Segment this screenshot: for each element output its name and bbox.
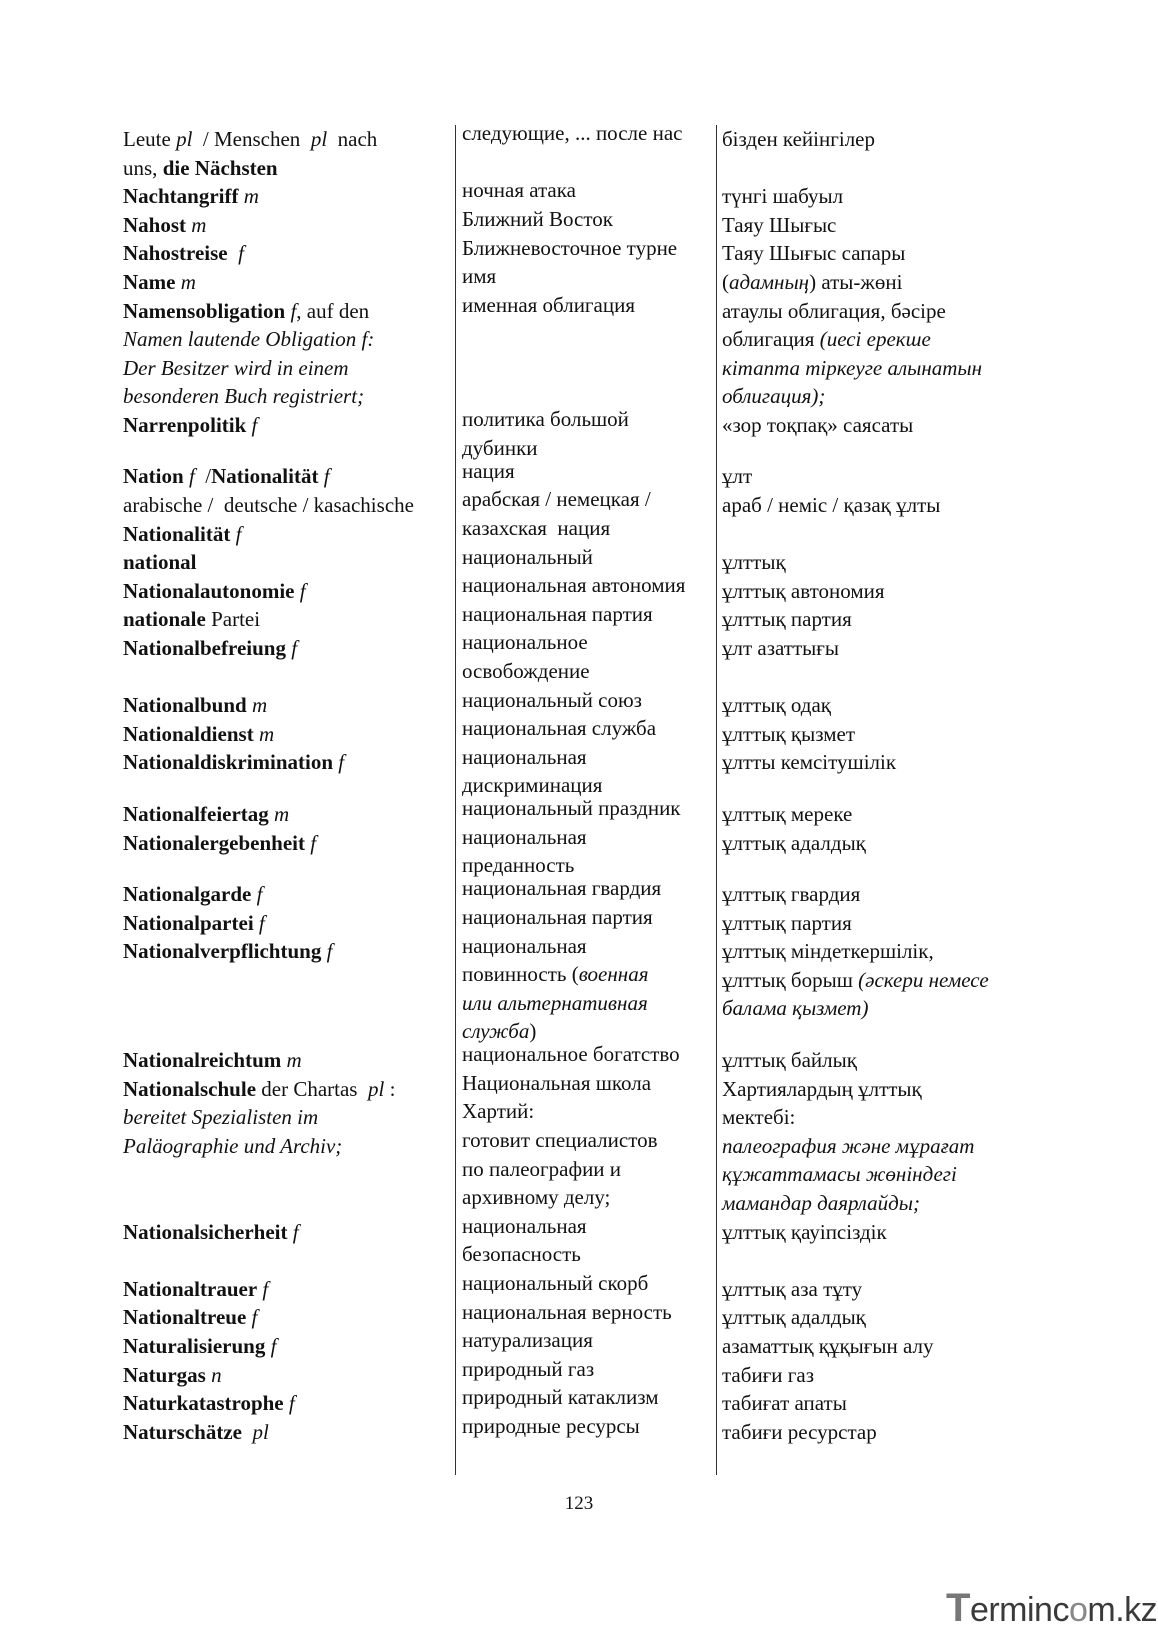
russian-translation-text: национальная верность — [462, 1299, 672, 1324]
german-entry-text: pl — [241, 1419, 269, 1444]
german-entry-text: Naturkatastrophe — [123, 1391, 284, 1416]
german-entry-text: Nationalbefreiung — [123, 636, 286, 661]
german-entry-line — [123, 462, 330, 491]
kazakh-translation-text: ұлттық адалдық — [722, 1305, 866, 1330]
magnifier-icon: o — [1068, 1591, 1088, 1629]
german-entry-line — [123, 154, 278, 183]
german-entry-line — [123, 1103, 318, 1132]
kazakh-translation-line — [722, 748, 896, 777]
russian-translation-text: природные ресурсы — [462, 1414, 640, 1438]
russian-translation-text: природный катаклизм — [462, 1385, 659, 1410]
german-entry-text: Nationalergebenheit — [123, 830, 305, 855]
russian-translation-text: национальный скорб — [462, 1271, 649, 1295]
russian-translation-text: дубинки — [462, 435, 538, 460]
german-entry-text: f — [246, 1305, 258, 1330]
german-entry-line — [123, 1075, 395, 1104]
kazakh-translation-text: кітапта тіркеуге алынатын — [722, 355, 983, 380]
russian-translation-line — [462, 1355, 594, 1384]
german-entry-text: Nationaltrauer — [123, 1276, 258, 1301]
german-entry-line — [123, 491, 414, 520]
russian-translation-text: ночная атака — [462, 178, 576, 203]
russian-translation-line — [462, 1240, 581, 1269]
kazakh-translation-line — [722, 1132, 974, 1161]
german-entry-text: m — [175, 270, 196, 294]
russian-translation-text: военная — [578, 962, 649, 987]
german-entry-line — [123, 1389, 295, 1418]
kazakh-translation-text: мамандар даярлайды; — [722, 1190, 920, 1215]
german-entry-text: m — [281, 1047, 302, 1072]
german-entry-line — [123, 800, 289, 829]
german-entry-text: f — [257, 1276, 269, 1301]
german-entry-text: Nationalpartei — [123, 910, 254, 935]
russian-translation-text: национальная — [462, 824, 587, 849]
russian-translation-text: по палеографии и — [462, 1156, 622, 1181]
german-entry-text: Nationalverpflichtung — [123, 939, 322, 964]
german-entry-text: Nationaltreue — [123, 1305, 247, 1330]
german-entry-text: f — [318, 464, 330, 489]
kazakh-translation-line — [722, 720, 855, 749]
german-entry-text: Nahost — [123, 212, 187, 237]
russian-translation-text: имя — [462, 264, 497, 289]
russian-translation-line — [462, 960, 648, 989]
kazakh-translation-text: Хартиялардың ұлттық — [722, 1076, 922, 1101]
german-entry-text: Nationalautonomie — [123, 578, 295, 603]
russian-translation-line — [462, 1269, 648, 1298]
russian-translation-line — [462, 1412, 640, 1441]
kazakh-translation-text: ұлттық байлық — [722, 1047, 857, 1072]
russian-translation-line — [462, 628, 588, 657]
german-entry-text: Naturgas — [123, 1362, 206, 1387]
russian-translation-text: натурализация — [462, 1328, 593, 1353]
german-entry-text: m — [268, 801, 290, 826]
kazakh-translation-text: ұлттық мереке — [722, 801, 853, 826]
russian-translation-line — [462, 543, 593, 572]
kazakh-translation-text: ұлт азаттығы — [722, 636, 839, 661]
kazakh-translation-text: табиғат апаты — [722, 1391, 847, 1416]
german-entry-line — [123, 1275, 268, 1304]
german-entry-text: f — [253, 910, 265, 935]
german-entry-text: f — [265, 1333, 277, 1358]
german-entry-text: Nationalität — [123, 521, 231, 546]
german-entry-line — [123, 1218, 299, 1247]
russian-translation-line — [462, 405, 629, 434]
german-entry-line — [123, 1132, 342, 1161]
russian-translation-text: дискриминация — [462, 773, 603, 798]
german-entry-text: nach — [327, 127, 378, 151]
kazakh-translation-line — [722, 1303, 866, 1332]
german-entry-line — [123, 268, 196, 297]
kazakh-translation-line — [722, 1075, 922, 1104]
kazakh-translation-text: ұлттық аза тұту — [722, 1276, 863, 1301]
german-column — [123, 125, 453, 1475]
german-entry-text: f — [283, 1391, 295, 1416]
german-entry-line — [123, 829, 316, 858]
kazakh-translation-line — [722, 1103, 795, 1132]
kazakh-translation-text: бізден кейінгілер — [722, 127, 875, 151]
german-entry-line — [123, 634, 297, 663]
kazakh-column — [722, 125, 1052, 1475]
kazakh-translation-text: ұлтты кемсітушілік — [722, 750, 897, 775]
kazakh-translation-line — [722, 1218, 887, 1247]
kazakh-translation-text: ұлттық партия — [722, 910, 852, 935]
kazakh-translation-line — [722, 577, 885, 606]
russian-translation-text: национальное — [462, 630, 588, 655]
german-entry-text: f — [227, 241, 244, 266]
russian-translation-line — [462, 1126, 658, 1155]
kazakh-translation-line — [722, 1389, 847, 1418]
site-watermark-logo — [946, 1586, 1158, 1630]
german-entry-text: Namensobligation — [123, 298, 286, 323]
russian-translation-line — [462, 743, 587, 772]
kazakh-translation-line — [722, 548, 786, 577]
kazakh-translation-line — [722, 462, 752, 491]
russian-translation-line — [462, 234, 677, 263]
german-entry-text: f — [294, 578, 306, 603]
german-entry-line — [123, 411, 257, 440]
german-entry-line — [123, 1361, 222, 1390]
kazakh-translation-text: (иесі ерекше — [819, 327, 931, 352]
kazakh-translation-text: азаматтық құқығын алу — [722, 1333, 934, 1358]
german-entry-text: m — [186, 212, 207, 237]
russian-translation-line — [462, 600, 653, 629]
german-entry-text: f — [183, 464, 201, 489]
kazakh-translation-text: облигация); — [722, 384, 826, 409]
kazakh-translation-text: мектебі: — [722, 1105, 796, 1130]
german-entry-text: uns, — [123, 155, 163, 180]
german-entry-text: Namen lautende Obligation f: — [123, 327, 375, 352]
german-entry-text: Nationaldiskrimination — [123, 750, 334, 775]
russian-translation-text: национальная — [462, 933, 587, 958]
russian-translation-line — [462, 989, 648, 1018]
german-entry-text: Nation — [123, 464, 184, 489]
kazakh-translation-line — [722, 325, 931, 354]
german-entry-line — [123, 182, 259, 211]
russian-translation-text: повинность ( — [462, 962, 579, 987]
german-entry-text: f — [287, 1219, 299, 1244]
russian-translation-text: именная облигация — [462, 292, 636, 317]
kazakh-translation-line — [722, 1046, 857, 1075]
russian-translation-line — [462, 1069, 651, 1098]
russian-translation-text: национальная партия — [462, 601, 653, 626]
russian-translation-text: национальная — [462, 744, 587, 769]
german-entry-text: f — [251, 882, 263, 907]
kazakh-translation-text: адамның — [729, 270, 810, 294]
kazakh-translation-line — [722, 1361, 814, 1390]
russian-translation-line — [462, 1040, 680, 1069]
german-entry-line — [123, 1303, 257, 1332]
german-entry-text: nationale — [123, 607, 206, 632]
german-entry-line — [123, 325, 374, 354]
russian-translation-text: служба — [462, 1019, 530, 1044]
kazakh-translation-text: облигация — [722, 327, 820, 352]
german-entry-text: Nationalgarde — [123, 882, 252, 907]
german-entry-text: / — [200, 464, 212, 489]
kazakh-translation-text: араб / неміс / қазақ ұлты — [722, 493, 941, 518]
kazakh-translation-line — [722, 909, 852, 938]
russian-translation-text: национальная партия — [462, 904, 653, 929]
russian-translation-line — [462, 874, 661, 903]
watermark-text: m.kz — [1087, 1591, 1158, 1629]
german-entry-line — [123, 1418, 269, 1447]
kazakh-translation-text: ұлттық автономия — [722, 578, 885, 603]
kazakh-translation-text: ұлттық — [722, 550, 786, 575]
kazakh-translation-text: балама қызмет) — [722, 996, 869, 1021]
russian-translation-text: Ближний Восток — [462, 207, 613, 232]
german-entry-line — [123, 1046, 302, 1075]
kazakh-translation-line — [722, 182, 843, 211]
russian-translation-line — [462, 657, 590, 686]
german-entry-text: m — [246, 693, 268, 718]
kazakh-translation-line — [722, 691, 831, 720]
kazakh-translation-line — [722, 211, 836, 240]
page-number: 123 — [564, 1493, 594, 1514]
kazakh-translation-text: Таяу Шығыс сапары — [722, 241, 906, 266]
german-entry-text: Nationalreichtum — [123, 1047, 282, 1072]
russian-translation-line — [462, 457, 515, 486]
kazakh-translation-line — [722, 411, 913, 440]
german-entry-text: f — [230, 521, 242, 546]
german-entry-line — [123, 909, 265, 938]
kazakh-translation-line — [722, 605, 852, 634]
german-entry-text: bereitet Spezialisten im — [123, 1105, 319, 1130]
russian-translation-text: или альтернативная — [462, 990, 648, 1015]
german-entry-text: Paläographie und Archiv; — [123, 1133, 343, 1158]
german-entry-text: , auf den — [296, 298, 370, 323]
kazakh-translation-line — [722, 125, 875, 154]
german-entry-text: m — [253, 721, 275, 746]
german-entry-text: arabische / deutsche / kasachische — [123, 493, 414, 518]
kazakh-translation-text: «зор тоқпақ» саясаты — [722, 413, 914, 437]
russian-translation-text: национальный союз — [462, 687, 642, 712]
german-entry-text: Nahostreise — [123, 241, 228, 266]
russian-translation-line — [462, 176, 576, 205]
german-entry-text: Leute — [123, 127, 177, 151]
german-entry-text: Der Besitzer wird in einem — [123, 355, 349, 380]
russian-translation-line — [462, 1298, 672, 1327]
german-entry-text: Nachtangriff — [123, 184, 239, 209]
column-divider — [455, 125, 456, 1475]
german-entry-text: pl — [176, 127, 193, 151]
russian-translation-text: национальная служба — [462, 716, 657, 741]
russian-translation-text: ) — [529, 1019, 537, 1044]
kazakh-translation-text: ұлттық партия — [722, 607, 852, 632]
german-entry-line — [123, 520, 241, 549]
kazakh-translation-line — [722, 800, 852, 829]
german-entry-text: pl — [310, 127, 328, 151]
german-entry-text: f — [333, 750, 345, 775]
russian-translation-line — [462, 262, 496, 291]
german-entry-line — [123, 605, 260, 634]
russian-translation-line — [462, 1155, 621, 1184]
german-entry-line — [123, 720, 274, 749]
german-entry-line — [123, 211, 206, 240]
russian-translation-line — [462, 903, 653, 932]
russian-translation-line — [462, 823, 587, 852]
german-entry-line — [123, 691, 267, 720]
german-entry-line — [123, 1332, 276, 1361]
russian-translation-text: национальный — [462, 544, 593, 569]
kazakh-translation-line — [722, 239, 905, 268]
kazakh-translation-text: атаулы облигация, бәсіре — [722, 298, 946, 323]
kazakh-translation-line — [722, 994, 868, 1023]
kazakh-translation-text: (әскери немесе — [858, 967, 989, 992]
german-entry-text: der Chartas — [256, 1076, 368, 1101]
kazakh-translation-text: палеография және мұрағат — [722, 1133, 975, 1158]
russian-translation-line — [462, 485, 651, 514]
german-entry-text: Name — [123, 270, 176, 294]
kazakh-translation-text: ұлттық адалдық — [722, 830, 866, 855]
kazakh-translation-line — [722, 1189, 920, 1218]
german-entry-line — [123, 382, 364, 411]
german-entry-text: pl — [367, 1076, 385, 1101]
kazakh-translation-line — [722, 1332, 934, 1361]
kazakh-translation-line — [722, 1160, 957, 1189]
kazakh-translation-text: ұлттық борыш — [722, 967, 859, 992]
german-entry-text: Naturalisierung — [123, 1333, 266, 1358]
kazakh-translation-text: ұлттық гвардия — [722, 882, 861, 907]
kazakh-translation-text: табиғи ресурстар — [722, 1419, 877, 1444]
german-entry-text: n — [205, 1362, 222, 1387]
russian-translation-text: нация — [462, 458, 515, 483]
russian-translation-text: освобождение — [462, 658, 590, 683]
kazakh-translation-line — [722, 966, 989, 995]
russian-translation-line — [462, 932, 587, 961]
german-entry-text: national — [123, 550, 197, 575]
kazakh-translation-line — [722, 829, 866, 858]
german-entry-line — [123, 880, 262, 909]
russian-translation-line — [462, 1097, 534, 1126]
german-entry-text: die Nächsten — [162, 155, 278, 180]
german-entry-text: f — [285, 298, 297, 323]
kazakh-translation-text: ұлттық одақ — [722, 693, 831, 718]
kazakh-translation-line — [722, 297, 946, 326]
kazakh-translation-text: ( — [722, 270, 729, 294]
german-entry-text: Narrenpolitik — [123, 413, 247, 437]
russian-translation-line — [462, 686, 642, 715]
russian-translation-text: политика большой — [462, 407, 629, 432]
german-entry-line — [123, 125, 377, 154]
russian-translation-line — [462, 514, 610, 543]
kazakh-translation-text: ) аты-жөні — [809, 270, 903, 294]
russian-translation-text: национальный праздник — [462, 796, 681, 821]
russian-translation-text: Хартий: — [462, 1099, 535, 1124]
russian-translation-line — [462, 1383, 659, 1412]
kazakh-translation-line — [722, 1275, 862, 1304]
kazakh-translation-text: ұлттық қызмет — [722, 721, 855, 746]
russian-translation-line — [462, 291, 635, 320]
german-entry-text: f — [321, 939, 333, 964]
russian-translation-line — [462, 714, 656, 743]
russian-translation-text: Ближневосточное турне — [462, 235, 678, 260]
watermark-text: erminc — [969, 1591, 1069, 1629]
german-entry-text: Naturschätze — [123, 1419, 242, 1444]
kazakh-translation-line — [722, 1418, 877, 1447]
russian-translation-text: природный газ — [462, 1356, 595, 1381]
russian-translation-text: национальное богатство — [462, 1042, 680, 1067]
german-entry-text: f — [304, 830, 317, 855]
german-entry-text: Nationaldienst — [123, 721, 254, 746]
german-entry-text: f — [246, 413, 258, 437]
german-entry-text: Nationalität — [211, 464, 319, 489]
russian-translation-text: арабская / немецкая / — [462, 487, 651, 512]
german-entry-text: m — [238, 184, 259, 209]
russian-translation-line — [462, 571, 685, 600]
kazakh-translation-text: ұлттық қауіпсіздік — [722, 1219, 887, 1244]
german-entry-line — [123, 239, 244, 268]
russian-translation-line — [462, 205, 613, 234]
russian-translation-text: архивному делу; — [462, 1185, 611, 1210]
german-entry-line — [123, 297, 369, 326]
russian-translation-text: казахская нация — [462, 515, 611, 540]
kazakh-translation-line — [722, 382, 825, 411]
watermark-initial: T — [946, 1586, 970, 1630]
russian-column — [462, 121, 712, 1475]
russian-translation-line — [462, 1212, 587, 1241]
russian-translation-text: следующие, ... после нас — [462, 121, 683, 146]
kazakh-translation-text: табиғи газ — [722, 1362, 815, 1387]
kazakh-translation-line — [722, 634, 839, 663]
kazakh-translation-text: Таяу Шығыс — [722, 212, 837, 237]
russian-translation-line — [462, 794, 681, 823]
german-entry-line — [123, 548, 197, 577]
german-entry-text: Nationalfeiertag — [123, 801, 269, 826]
russian-translation-line — [462, 119, 682, 148]
german-entry-line — [123, 354, 349, 383]
kazakh-translation-text: ұлт — [722, 464, 753, 489]
german-entry-text: f — [285, 636, 298, 661]
kazakh-translation-line — [722, 491, 940, 520]
russian-translation-text: преданность — [462, 853, 575, 878]
russian-translation-line — [462, 1326, 593, 1355]
kazakh-translation-line — [722, 268, 902, 297]
kazakh-translation-line — [722, 354, 982, 383]
kazakh-translation-line — [722, 880, 860, 909]
german-entry-text: / Menschen — [192, 127, 311, 151]
german-entry-line — [123, 577, 306, 606]
german-entry-text: Nationalschule — [123, 1076, 257, 1101]
german-entry-text: Partei — [205, 607, 261, 632]
russian-translation-text: национальная гвардия — [462, 876, 662, 901]
german-entry-text: Nationalsicherheit — [123, 1219, 288, 1244]
russian-translation-text: национальная — [462, 1213, 587, 1238]
russian-translation-text: национальная автономия — [462, 573, 686, 598]
german-entry-text: besonderen Buch registriert; — [123, 384, 365, 409]
kazakh-translation-text: құжаттамасы жөніндегі — [722, 1162, 957, 1187]
german-entry-text: Nationalbund — [123, 693, 247, 718]
column-divider — [716, 125, 717, 1475]
german-entry-line — [123, 937, 332, 966]
russian-translation-text: безопасность — [462, 1242, 581, 1267]
kazakh-translation-text: ұлттық міндеткершілік, — [722, 939, 934, 964]
russian-translation-text: Национальная школа — [462, 1070, 652, 1095]
german-entry-line — [123, 748, 344, 777]
russian-translation-text: готовит специалистов — [462, 1128, 658, 1152]
german-entry-text: : — [384, 1076, 396, 1101]
kazakh-translation-text: түнгі шабуыл — [722, 184, 844, 209]
kazakh-translation-line — [722, 937, 934, 966]
russian-translation-line — [462, 1183, 610, 1212]
